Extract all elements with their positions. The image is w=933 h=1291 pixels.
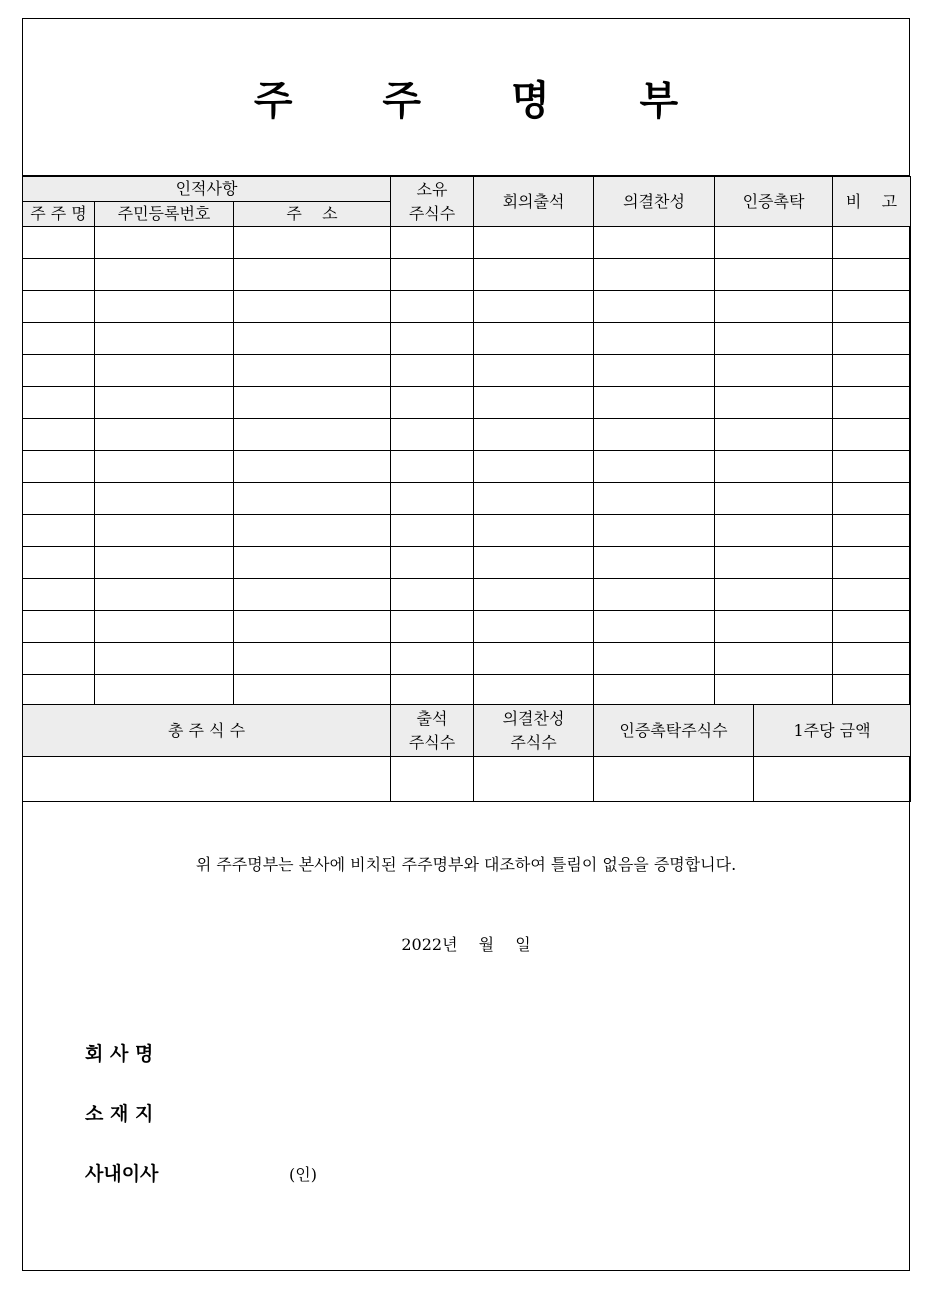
table-cell xyxy=(391,515,474,547)
table-cell xyxy=(234,547,391,579)
total-shares-header: 총 주 식 수 xyxy=(23,705,391,757)
table-cell xyxy=(594,387,715,419)
table-row xyxy=(23,355,911,387)
table-row xyxy=(23,515,911,547)
table-cell xyxy=(594,451,715,483)
table-cell xyxy=(715,323,833,355)
table-row xyxy=(23,675,911,707)
table-cell xyxy=(715,643,833,675)
table-cell xyxy=(833,387,911,419)
table-cell xyxy=(594,291,715,323)
table-cell xyxy=(833,579,911,611)
table-cell xyxy=(95,451,234,483)
table-cell xyxy=(474,227,594,259)
table-cell xyxy=(833,643,911,675)
table-cell xyxy=(594,675,715,707)
table-cell xyxy=(234,291,391,323)
table-cell xyxy=(95,643,234,675)
table-row xyxy=(23,451,911,483)
table-cell xyxy=(234,323,391,355)
table-cell xyxy=(391,611,474,643)
table-row xyxy=(23,579,911,611)
table-cell xyxy=(594,355,715,387)
table-cell xyxy=(715,579,833,611)
table-cell xyxy=(594,547,715,579)
table-cell xyxy=(474,355,594,387)
table-cell xyxy=(833,355,911,387)
table-cell xyxy=(23,419,95,451)
table-cell xyxy=(833,515,911,547)
table-cell xyxy=(23,291,95,323)
table-cell xyxy=(474,323,594,355)
table-cell xyxy=(95,227,234,259)
table-cell xyxy=(95,547,234,579)
owned-shares-header: 소유 주식수 xyxy=(391,177,474,227)
table-cell xyxy=(715,547,833,579)
table-cell xyxy=(95,579,234,611)
table-cell xyxy=(95,323,234,355)
table-cell xyxy=(594,323,715,355)
table-cell xyxy=(95,355,234,387)
resident-id-header: 주민등록번호 xyxy=(95,202,234,227)
table-cell xyxy=(715,227,833,259)
table-cell xyxy=(391,643,474,675)
personal-info-header: 인적사항 xyxy=(23,177,391,202)
table-cell xyxy=(23,515,95,547)
table-row xyxy=(23,419,911,451)
table-cell xyxy=(474,483,594,515)
table-cell xyxy=(474,259,594,291)
table-cell xyxy=(23,259,95,291)
table-cell xyxy=(715,611,833,643)
table-row xyxy=(23,323,911,355)
table-cell xyxy=(594,643,715,675)
table-cell xyxy=(234,451,391,483)
document-title: 주 주 명 부 xyxy=(23,19,909,176)
seal-mark: (인) xyxy=(289,1165,317,1184)
table-cell xyxy=(474,643,594,675)
table-cell xyxy=(391,291,474,323)
table-row xyxy=(23,483,911,515)
table-cell xyxy=(474,451,594,483)
approval-header: 의결찬성 xyxy=(594,177,715,227)
table-cell xyxy=(474,675,594,707)
table-cell xyxy=(23,483,95,515)
table-cell xyxy=(833,547,911,579)
date-year: 2022년 xyxy=(401,935,458,954)
table-cell xyxy=(391,483,474,515)
table-cell xyxy=(474,387,594,419)
table-cell xyxy=(594,579,715,611)
note-header: 비 고 xyxy=(833,177,911,227)
table-cell xyxy=(474,547,594,579)
table-cell xyxy=(234,515,391,547)
table-cell xyxy=(23,355,95,387)
table-cell xyxy=(715,387,833,419)
table-cell xyxy=(715,675,833,707)
table-cell xyxy=(474,579,594,611)
table-cell xyxy=(95,611,234,643)
table-row xyxy=(23,611,911,643)
table-cell xyxy=(391,387,474,419)
table-cell xyxy=(715,291,833,323)
table-cell xyxy=(391,451,474,483)
table-cell xyxy=(594,611,715,643)
table-cell xyxy=(833,419,911,451)
table-cell xyxy=(715,355,833,387)
table-cell xyxy=(234,227,391,259)
table-cell xyxy=(715,451,833,483)
table-cell xyxy=(234,419,391,451)
table-cell xyxy=(234,483,391,515)
table-cell xyxy=(391,579,474,611)
table-row xyxy=(23,547,911,579)
per-share-amount-header: 1주당 금액 xyxy=(754,705,911,757)
table-cell xyxy=(474,291,594,323)
table-header-row xyxy=(23,177,911,202)
table-row xyxy=(23,259,911,291)
table-cell xyxy=(833,259,911,291)
table-cell xyxy=(95,675,234,707)
table-cell xyxy=(234,611,391,643)
proxy-shares-cell xyxy=(594,757,754,802)
table-row xyxy=(23,227,911,259)
table-cell xyxy=(95,259,234,291)
totals-header-row xyxy=(23,705,911,757)
table-cell xyxy=(833,483,911,515)
proxy-header: 인증촉탁 xyxy=(715,177,833,227)
table-cell xyxy=(391,547,474,579)
table-cell xyxy=(234,387,391,419)
table-cell xyxy=(474,611,594,643)
table-cell xyxy=(594,259,715,291)
table-cell xyxy=(715,483,833,515)
table-cell xyxy=(23,643,95,675)
shareholder-table xyxy=(22,176,911,707)
attend-shares-cell xyxy=(391,757,474,802)
table-cell xyxy=(594,483,715,515)
issue-date xyxy=(23,932,909,955)
director-label: 사내이사 xyxy=(85,1163,159,1185)
table-cell xyxy=(23,451,95,483)
table-cell xyxy=(594,419,715,451)
table-cell xyxy=(391,227,474,259)
table-cell xyxy=(23,323,95,355)
date-month: 월 xyxy=(478,935,495,954)
table-cell xyxy=(833,323,911,355)
table-row xyxy=(23,643,911,675)
table-cell xyxy=(833,611,911,643)
attendance-header: 회의출석 xyxy=(474,177,594,227)
table-cell xyxy=(23,227,95,259)
table-cell xyxy=(23,579,95,611)
table-cell xyxy=(23,387,95,419)
table-cell xyxy=(474,419,594,451)
total-shares-cell xyxy=(23,757,391,802)
company-name-label: 회 사 명 xyxy=(85,1043,154,1065)
table-cell xyxy=(391,323,474,355)
table-row xyxy=(23,387,911,419)
table-cell xyxy=(234,675,391,707)
approve-shares-cell xyxy=(474,757,594,802)
shareholder-name-header: 주 주 명 xyxy=(23,202,95,227)
table-cell xyxy=(23,611,95,643)
table-cell xyxy=(95,515,234,547)
table-cell xyxy=(833,451,911,483)
table-cell xyxy=(95,419,234,451)
table-cell xyxy=(391,675,474,707)
attend-shares-header: 출석 주식수 xyxy=(391,705,474,757)
table-cell xyxy=(234,259,391,291)
table-cell xyxy=(833,675,911,707)
document-page xyxy=(22,18,910,1271)
table-cell xyxy=(234,643,391,675)
table-cell xyxy=(594,227,715,259)
date-day: 일 xyxy=(515,935,531,954)
table-cell xyxy=(715,259,833,291)
per-share-amount-cell xyxy=(754,757,911,802)
table-cell xyxy=(833,227,911,259)
table-cell xyxy=(95,387,234,419)
table-cell xyxy=(95,291,234,323)
table-cell xyxy=(234,355,391,387)
table-cell xyxy=(391,259,474,291)
totals-table xyxy=(22,704,911,802)
table-cell xyxy=(391,355,474,387)
table-cell xyxy=(594,515,715,547)
table-cell xyxy=(234,579,391,611)
certification-statement: 위 주주명부는 본사에 비치된 주주명부와 대조하여 틀림이 없음을 증명합니다. xyxy=(195,855,737,874)
table-row xyxy=(23,291,911,323)
approve-shares-header: 의결찬성 주식수 xyxy=(474,705,594,757)
table-cell xyxy=(23,547,95,579)
address-header: 주 소 xyxy=(234,202,391,227)
table-cell xyxy=(474,515,594,547)
table-cell xyxy=(391,419,474,451)
table-cell xyxy=(95,483,234,515)
totals-value-row xyxy=(23,757,911,802)
table-cell xyxy=(833,291,911,323)
table-cell xyxy=(23,675,95,707)
location-label: 소 재 지 xyxy=(85,1103,154,1125)
table-cell xyxy=(715,515,833,547)
table-cell xyxy=(715,419,833,451)
proxy-shares-header: 인증촉탁주식수 xyxy=(594,705,754,757)
